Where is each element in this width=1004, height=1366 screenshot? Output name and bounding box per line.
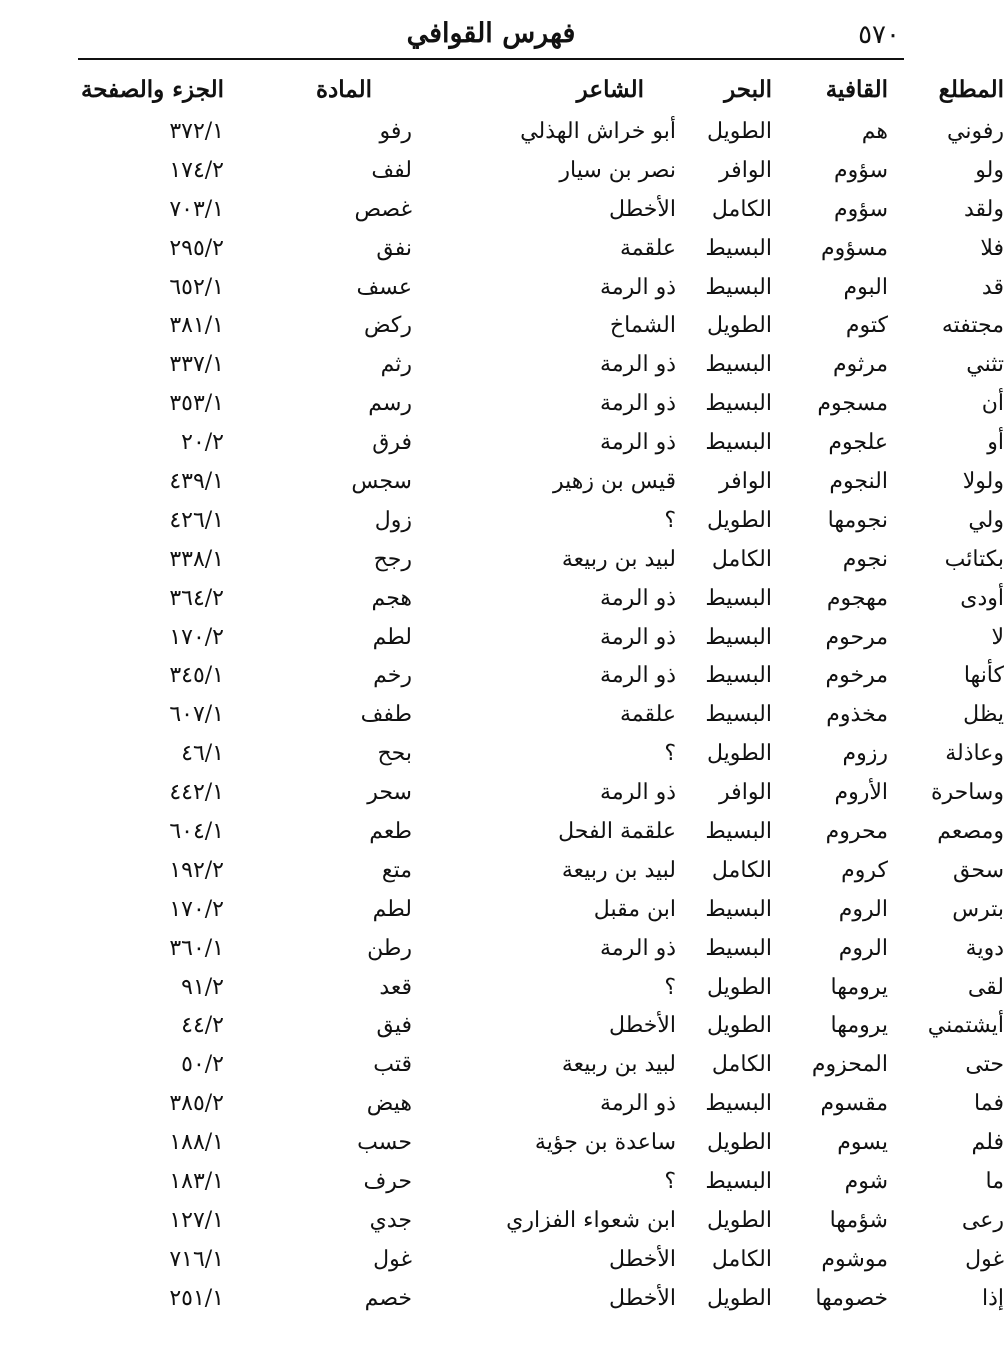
rhyme-cell: المحزوم <box>811 1052 888 1078</box>
table-row <box>78 112 1004 151</box>
meter-cell: البسيط <box>705 585 772 611</box>
volume-page-cell: ٣٧٢/١ <box>169 118 224 144</box>
root-cell: حرف <box>363 1168 412 1194</box>
opening-cell: إذا <box>981 1285 1004 1311</box>
root-cell: عسف <box>356 274 412 300</box>
column-header-meter: البحر <box>724 75 772 103</box>
table-row <box>78 190 1004 229</box>
table-row <box>78 540 1004 579</box>
rhyme-cell: نجومها <box>827 507 888 533</box>
poet-cell: لبيد بن ربيعة <box>561 1052 676 1078</box>
poet-cell: ذو الرمة <box>600 352 676 378</box>
opening-cell: فلم <box>971 1130 1004 1156</box>
root-cell: هجم <box>371 585 412 611</box>
volume-page-cell: ٦٠٧/١ <box>169 702 224 728</box>
volume-page-cell: ١٩٢/٢ <box>169 857 224 883</box>
header-row <box>78 66 1004 112</box>
poet-cell: ذو الرمة <box>600 1091 676 1117</box>
meter-cell: البسيط <box>705 352 772 378</box>
meter-cell: البسيط <box>705 624 772 650</box>
meter-cell: الكامل <box>711 546 772 572</box>
opening-cell: يظل <box>963 702 1004 728</box>
volume-page-cell: ٣٨٥/٢ <box>169 1091 224 1117</box>
table-header <box>78 66 1004 112</box>
rhyme-cell: مهجوم <box>826 585 888 611</box>
table-row <box>78 656 1004 695</box>
table-row <box>78 268 1004 307</box>
poet-cell: ابن مقبل <box>593 896 676 922</box>
volume-page-cell: ٩١/٢ <box>181 974 224 1000</box>
volume-page-cell: ٤٣٩/١ <box>169 468 224 494</box>
volume-page-cell: ١٧٠/٢ <box>169 624 224 650</box>
meter-cell: الوافر <box>719 468 772 494</box>
rhyme-cell: يرومها <box>830 1013 888 1039</box>
opening-cell: لقى <box>967 974 1004 1000</box>
poet-cell: ؟ <box>664 507 676 533</box>
rhyme-cell: نجوم <box>842 546 888 572</box>
column-header-rhyme: القافية <box>825 75 888 103</box>
rhyme-cell: يرومها <box>830 974 888 1000</box>
table-row <box>78 968 1004 1007</box>
table-row <box>78 306 1004 345</box>
table-row <box>78 1279 1004 1318</box>
volume-page-cell: ٧٠٣/١ <box>169 196 224 222</box>
opening-cell: تثني <box>966 352 1004 378</box>
root-cell: سجس <box>351 468 412 494</box>
opening-cell: دوية <box>965 935 1004 961</box>
opening-cell: فلا <box>980 235 1004 261</box>
poet-cell: ساعدة بن جؤية <box>534 1130 676 1156</box>
meter-cell: الكامل <box>711 1052 772 1078</box>
root-cell: نفق <box>376 235 412 261</box>
poet-cell: لبيد بن ربيعة <box>561 546 676 572</box>
table-row <box>78 1045 1004 1084</box>
page-number: ٥٧٠ <box>858 20 900 50</box>
root-cell: خصم <box>364 1285 412 1311</box>
root-cell: رفو <box>379 118 412 144</box>
table-row <box>78 695 1004 734</box>
root-cell: جدي <box>369 1207 412 1233</box>
root-cell: هيض <box>366 1091 412 1117</box>
root-cell: زول <box>374 507 412 533</box>
meter-cell: الطويل <box>706 507 772 533</box>
meter-cell: البسيط <box>705 391 772 417</box>
table-row <box>78 462 1004 501</box>
column-header-poet: الشاعر <box>576 75 644 103</box>
opening-cell: ولولا <box>962 468 1004 494</box>
rhyme-cell: مرثوم <box>832 352 888 378</box>
meter-cell: الكامل <box>711 1246 772 1272</box>
root-cell: فرق <box>372 430 412 456</box>
poet-cell: ذو الرمة <box>600 624 676 650</box>
opening-cell: ما <box>985 1168 1004 1194</box>
root-cell: لطم <box>372 624 412 650</box>
rhyme-cell: شوم <box>844 1168 888 1194</box>
root-cell: بحح <box>377 741 412 767</box>
table-row <box>78 1201 1004 1240</box>
poet-cell: ذو الرمة <box>600 663 676 689</box>
root-cell: قعد <box>379 974 412 1000</box>
rhyme-cell: البوم <box>843 274 888 300</box>
root-cell: حسب <box>357 1130 412 1156</box>
rhyme-cell: علجوم <box>828 430 888 456</box>
opening-cell: غول <box>965 1246 1004 1272</box>
rhyme-cell: خصومها <box>815 1285 888 1311</box>
opening-cell: أن <box>981 391 1004 417</box>
meter-cell: الطويل <box>706 118 772 144</box>
poet-cell: علقمة <box>619 702 676 728</box>
table-body <box>78 112 1004 1318</box>
opening-cell: لا <box>991 624 1004 650</box>
table-row <box>78 1123 1004 1162</box>
rhyme-cell: محروم <box>825 818 888 844</box>
page-header <box>78 14 904 60</box>
rhyme-cell: هم <box>861 118 888 144</box>
volume-page-cell: ٣٦٠/١ <box>169 935 224 961</box>
volume-page-cell: ١٧٠/٢ <box>169 896 224 922</box>
poet-cell: علقمة <box>619 235 676 261</box>
rhyme-cell: شؤمها <box>829 1207 888 1233</box>
rhyme-cell: سؤوم <box>833 157 888 183</box>
poet-cell: نصر بن سيار <box>559 157 676 183</box>
meter-cell: الطويل <box>706 1207 772 1233</box>
poet-cell: ذو الرمة <box>600 780 676 806</box>
table-row <box>78 423 1004 462</box>
poet-cell: ؟ <box>664 1168 676 1194</box>
table-row <box>78 773 1004 812</box>
page-title: فهرس القوافي <box>406 18 576 49</box>
volume-page-cell: ١٨٣/١ <box>169 1168 224 1194</box>
poet-cell: ؟ <box>664 974 676 1000</box>
opening-cell: أودى <box>960 585 1004 611</box>
meter-cell: الكامل <box>711 196 772 222</box>
poet-cell: لبيد بن ربيعة <box>561 857 676 883</box>
root-cell: لطم <box>372 896 412 922</box>
volume-page-cell: ١٢٧/١ <box>169 1207 224 1233</box>
opening-cell: رفوني <box>947 118 1004 144</box>
opening-cell: فما <box>974 1091 1004 1117</box>
opening-cell: رعى <box>961 1207 1004 1233</box>
meter-cell: الطويل <box>706 1013 772 1039</box>
opening-cell: مجتفته <box>941 313 1004 339</box>
opening-cell: ولي <box>968 507 1004 533</box>
table-row <box>78 812 1004 851</box>
poet-cell: ذو الرمة <box>600 935 676 961</box>
poet-cell: ذو الرمة <box>600 585 676 611</box>
root-cell: رخم <box>373 663 412 689</box>
table-row <box>78 345 1004 384</box>
volume-page-cell: ٦٥٢/١ <box>169 274 224 300</box>
table-row <box>78 151 1004 190</box>
table-row <box>78 501 1004 540</box>
poet-cell: ابن شعواء الفزاري <box>506 1207 676 1233</box>
rhyme-cell: الروم <box>838 896 888 922</box>
poet-cell: الأخطل <box>609 1246 676 1272</box>
volume-page-cell: ٢٠/٢ <box>181 430 224 456</box>
volume-page-cell: ٥٠/٢ <box>181 1052 224 1078</box>
rhyme-cell: سؤوم <box>833 196 888 222</box>
rhyme-cell: مسجوم <box>817 391 888 417</box>
meter-cell: الطويل <box>706 1130 772 1156</box>
table-row <box>78 229 1004 268</box>
column-header-root: المادة <box>316 75 372 103</box>
meter-cell: البسيط <box>705 1168 772 1194</box>
meter-cell: الوافر <box>719 157 772 183</box>
root-cell: طعم <box>369 818 412 844</box>
opening-cell: وعاذلة <box>945 741 1004 767</box>
rhyme-cell: مخذوم <box>826 702 888 728</box>
volume-page-cell: ٣٨١/١ <box>169 313 224 339</box>
meter-cell: البسيط <box>705 935 772 961</box>
table-row <box>78 734 1004 773</box>
volume-page-cell: ٤٢٦/١ <box>169 507 224 533</box>
opening-cell: وساحرة <box>930 780 1004 806</box>
volume-page-cell: ٣٤٥/١ <box>169 663 224 689</box>
meter-cell: البسيط <box>705 663 772 689</box>
root-cell: رسم <box>368 391 412 417</box>
column-header-opening: المطلع <box>938 75 1004 103</box>
meter-cell: الطويل <box>706 974 772 1000</box>
opening-cell: بكتائب <box>944 546 1004 572</box>
root-cell: طفف <box>360 702 412 728</box>
poet-cell: علقمة الفحل <box>558 818 676 844</box>
rhyme-cell: يسوم <box>837 1130 888 1156</box>
poet-cell: الأخطل <box>609 1013 676 1039</box>
volume-page-cell: ١٧٤/٢ <box>169 157 224 183</box>
rhyme-cell: كتوم <box>845 313 888 339</box>
root-cell: متع <box>381 857 412 883</box>
opening-cell: كأنها <box>963 663 1004 689</box>
volume-page-cell: ٣٣٨/١ <box>169 546 224 572</box>
volume-page-cell: ٤٤٢/١ <box>169 780 224 806</box>
volume-page-cell: ٣٦٤/٢ <box>169 585 224 611</box>
poet-cell: قيس بن زهير <box>552 468 676 494</box>
opening-cell: ومصعم <box>937 818 1004 844</box>
root-cell: رطن <box>367 935 412 961</box>
rhyme-index-table <box>78 66 1004 1318</box>
opening-cell: ولقد <box>963 196 1004 222</box>
meter-cell: البسيط <box>705 818 772 844</box>
volume-page-cell: ١٨٨/١ <box>169 1130 224 1156</box>
column-header-volume-page: الجزء والصفحة <box>80 75 224 103</box>
opening-cell: أو <box>987 430 1004 456</box>
opening-cell: قد <box>981 274 1004 300</box>
root-cell: غول <box>373 1246 412 1272</box>
table-row <box>78 1162 1004 1201</box>
root-cell: قتب <box>373 1052 412 1078</box>
poet-cell: الشماخ <box>609 313 676 339</box>
meter-cell: البسيط <box>705 430 772 456</box>
rhyme-cell: الروم <box>838 935 888 961</box>
opening-cell: حتى <box>965 1052 1004 1078</box>
volume-page-cell: ٤٦/١ <box>181 741 224 767</box>
volume-page-cell: ٦٠٤/١ <box>169 818 224 844</box>
meter-cell: البسيط <box>705 896 772 922</box>
volume-page-cell: ٧١٦/١ <box>169 1246 224 1272</box>
table-row <box>78 384 1004 423</box>
rhyme-cell: رزوم <box>842 741 888 767</box>
meter-cell: الطويل <box>706 741 772 767</box>
meter-cell: الطويل <box>706 313 772 339</box>
rhyme-cell: النجوم <box>829 468 888 494</box>
rhyme-cell: مرخوم <box>825 663 888 689</box>
table-row <box>78 890 1004 929</box>
table-row <box>78 1006 1004 1045</box>
poet-cell: الأخطل <box>609 196 676 222</box>
root-cell: رجح <box>373 546 412 572</box>
meter-cell: الطويل <box>706 1285 772 1311</box>
poet-cell: الأخطل <box>609 1285 676 1311</box>
opening-cell: أيشتمني <box>927 1013 1004 1039</box>
rhyme-cell: كروم <box>841 857 888 883</box>
meter-cell: البسيط <box>705 274 772 300</box>
rhyme-cell: مقسوم <box>820 1091 888 1117</box>
meter-cell: البسيط <box>705 1091 772 1117</box>
meter-cell: البسيط <box>705 702 772 728</box>
table-row <box>78 1240 1004 1279</box>
volume-page-cell: ٢٥١/١ <box>169 1285 224 1311</box>
rhyme-cell: مسؤوم <box>820 235 888 261</box>
volume-page-cell: ٣٥٣/١ <box>169 391 224 417</box>
meter-cell: الكامل <box>711 857 772 883</box>
volume-page-cell: ٤٤/٢ <box>181 1013 224 1039</box>
root-cell: غصص <box>354 196 412 222</box>
poet-cell: ذو الرمة <box>600 430 676 456</box>
root-cell: سحر <box>367 780 412 806</box>
poet-cell: ذو الرمة <box>600 391 676 417</box>
table-row <box>78 618 1004 657</box>
table-row <box>78 579 1004 618</box>
table-row <box>78 851 1004 890</box>
opening-cell: سحق <box>953 857 1004 883</box>
root-cell: ركض <box>363 313 412 339</box>
volume-page-cell: ٢٩٥/٢ <box>169 235 224 261</box>
volume-page-cell: ٣٣٧/١ <box>169 352 224 378</box>
meter-cell: البسيط <box>705 235 772 261</box>
rhyme-cell: موشوم <box>821 1246 888 1272</box>
opening-cell: بترس <box>952 896 1004 922</box>
root-cell: لفف <box>371 157 412 183</box>
poet-cell: ؟ <box>664 741 676 767</box>
meter-cell: الوافر <box>719 780 772 806</box>
rhyme-cell: مرحوم <box>825 624 888 650</box>
rhyme-cell: الأروم <box>834 780 888 806</box>
poet-cell: ذو الرمة <box>600 274 676 300</box>
opening-cell: ولو <box>975 157 1004 183</box>
root-cell: فيق <box>376 1013 412 1039</box>
poet-cell: أبو خراش الهذلي <box>520 118 676 144</box>
root-cell: رثم <box>380 352 412 378</box>
table-row <box>78 1084 1004 1123</box>
table-row <box>78 929 1004 968</box>
